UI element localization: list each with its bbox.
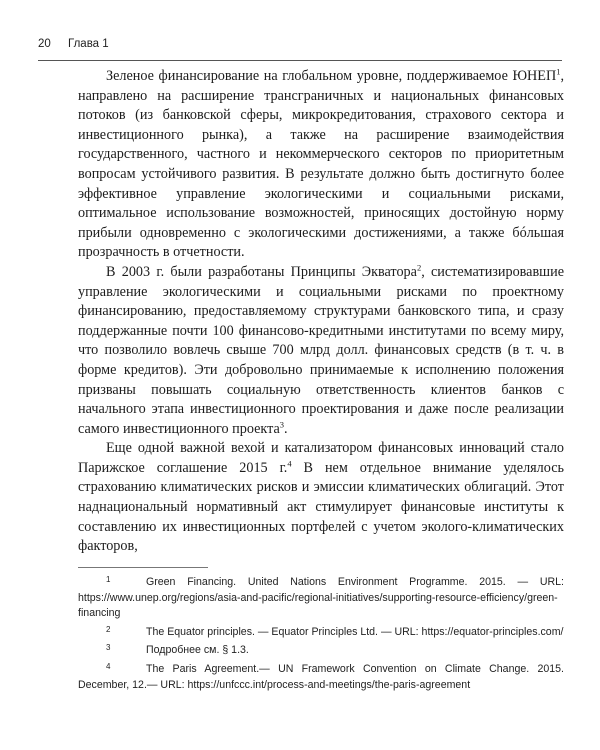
footnote-text: Green Financing. United Nations Environment Programme. 2015. — URL: https://www.unep.org/regions/asia-and-pacific/regional-initiatives/supporting-resource-efficiency/green-financing (78, 576, 564, 620)
footnote-mark: 1 (106, 575, 111, 584)
main-text (78, 67, 564, 557)
body-paragraph (78, 263, 564, 439)
footnote-separator (78, 567, 208, 568)
page-number: 20 (38, 38, 51, 50)
footnote-text: Подробнее см. § 1.3. (146, 644, 249, 657)
footnote-mark: 3 (106, 643, 111, 653)
footnotes (78, 572, 564, 693)
text-run: В 2003 г. были разработаны Принципы Экватора (106, 263, 417, 280)
text-run: Зеленое финансирование на глобальном уровне, поддерживаемое ЮНЕП (106, 68, 557, 84)
text-run: Еще одной важной вехой и катализатором финансовых инноваций стало Парижское соглашение 2015 г. (78, 440, 564, 476)
body-paragraph (78, 67, 564, 263)
chapter-title: Глава 1 (68, 38, 109, 50)
footnote-text: The Paris Agreement.— UN Framework Convention on Climate Change. 2015. December, 12.— URL: https://unfccc.int/process-and-meetings/the-paris-agreement (78, 662, 564, 691)
body-paragraph (78, 439, 564, 557)
footnote-text: The Equator principles. — Equator Principles Ltd. — URL: https://equator-principles.com/ (146, 625, 564, 638)
footnote-ref: 2 (416, 262, 422, 273)
running-header (38, 38, 562, 54)
text-run: , систематизировавшие управление экологическими и социальными рисками по проектному финансированию, предоставляемому структурами банковского типа, и сразу поддержанные почти 100 финансово-кредитными институтами по всему миру, что позволило вовлечь свыше 700 млрд долл. финансовых средств (в т. ч. в форме кредитов). Эти добровольно принимаемые к исполнению положения призваны повышать социальную ответственность клиентов банков с начального этапа инвестиционного проектирования и даже после реализации самого инвестиционного проекта (78, 263, 564, 437)
footnote (78, 622, 564, 641)
footnote (78, 572, 564, 622)
footnote-mark: 2 (106, 624, 111, 634)
footnote-mark: 4 (106, 661, 111, 671)
footnote-ref: 3 (279, 418, 285, 429)
text-run: В нем отдельное внимание уделялось страхованию климатических рисков и эмиссии климатических облигаций. Этот наднациональный нормативный акт стимулирует финансовые институты к составлению их инвестиционных портфелей с учетом эколого-климатических факторов, (78, 459, 564, 555)
text-run: . (284, 420, 288, 437)
footnote-ref: 1 (556, 66, 561, 77)
footnote-ref: 4 (287, 458, 292, 469)
text-run: , направлено на расширение трансграничных и национальных финансовых потоков (из банковской сферы, микрокредитования, страхового сектора и инвестиционного рынка), а также на расширение взаимодействия государственного, частного и некоммерческого секторов по приоритетным вопросам устойчивого развития. В результате должно быть достигнуто более эффективное управление экологическими и социальными рисками, оптимальное использование возможностей, приносящих достойную норму прибыли одновременно с экологическими достижениями, а также бóльшая прозрачность в отчетности. (78, 68, 564, 261)
footnote (78, 640, 564, 659)
footnote (78, 659, 564, 693)
header-rule (38, 60, 562, 61)
